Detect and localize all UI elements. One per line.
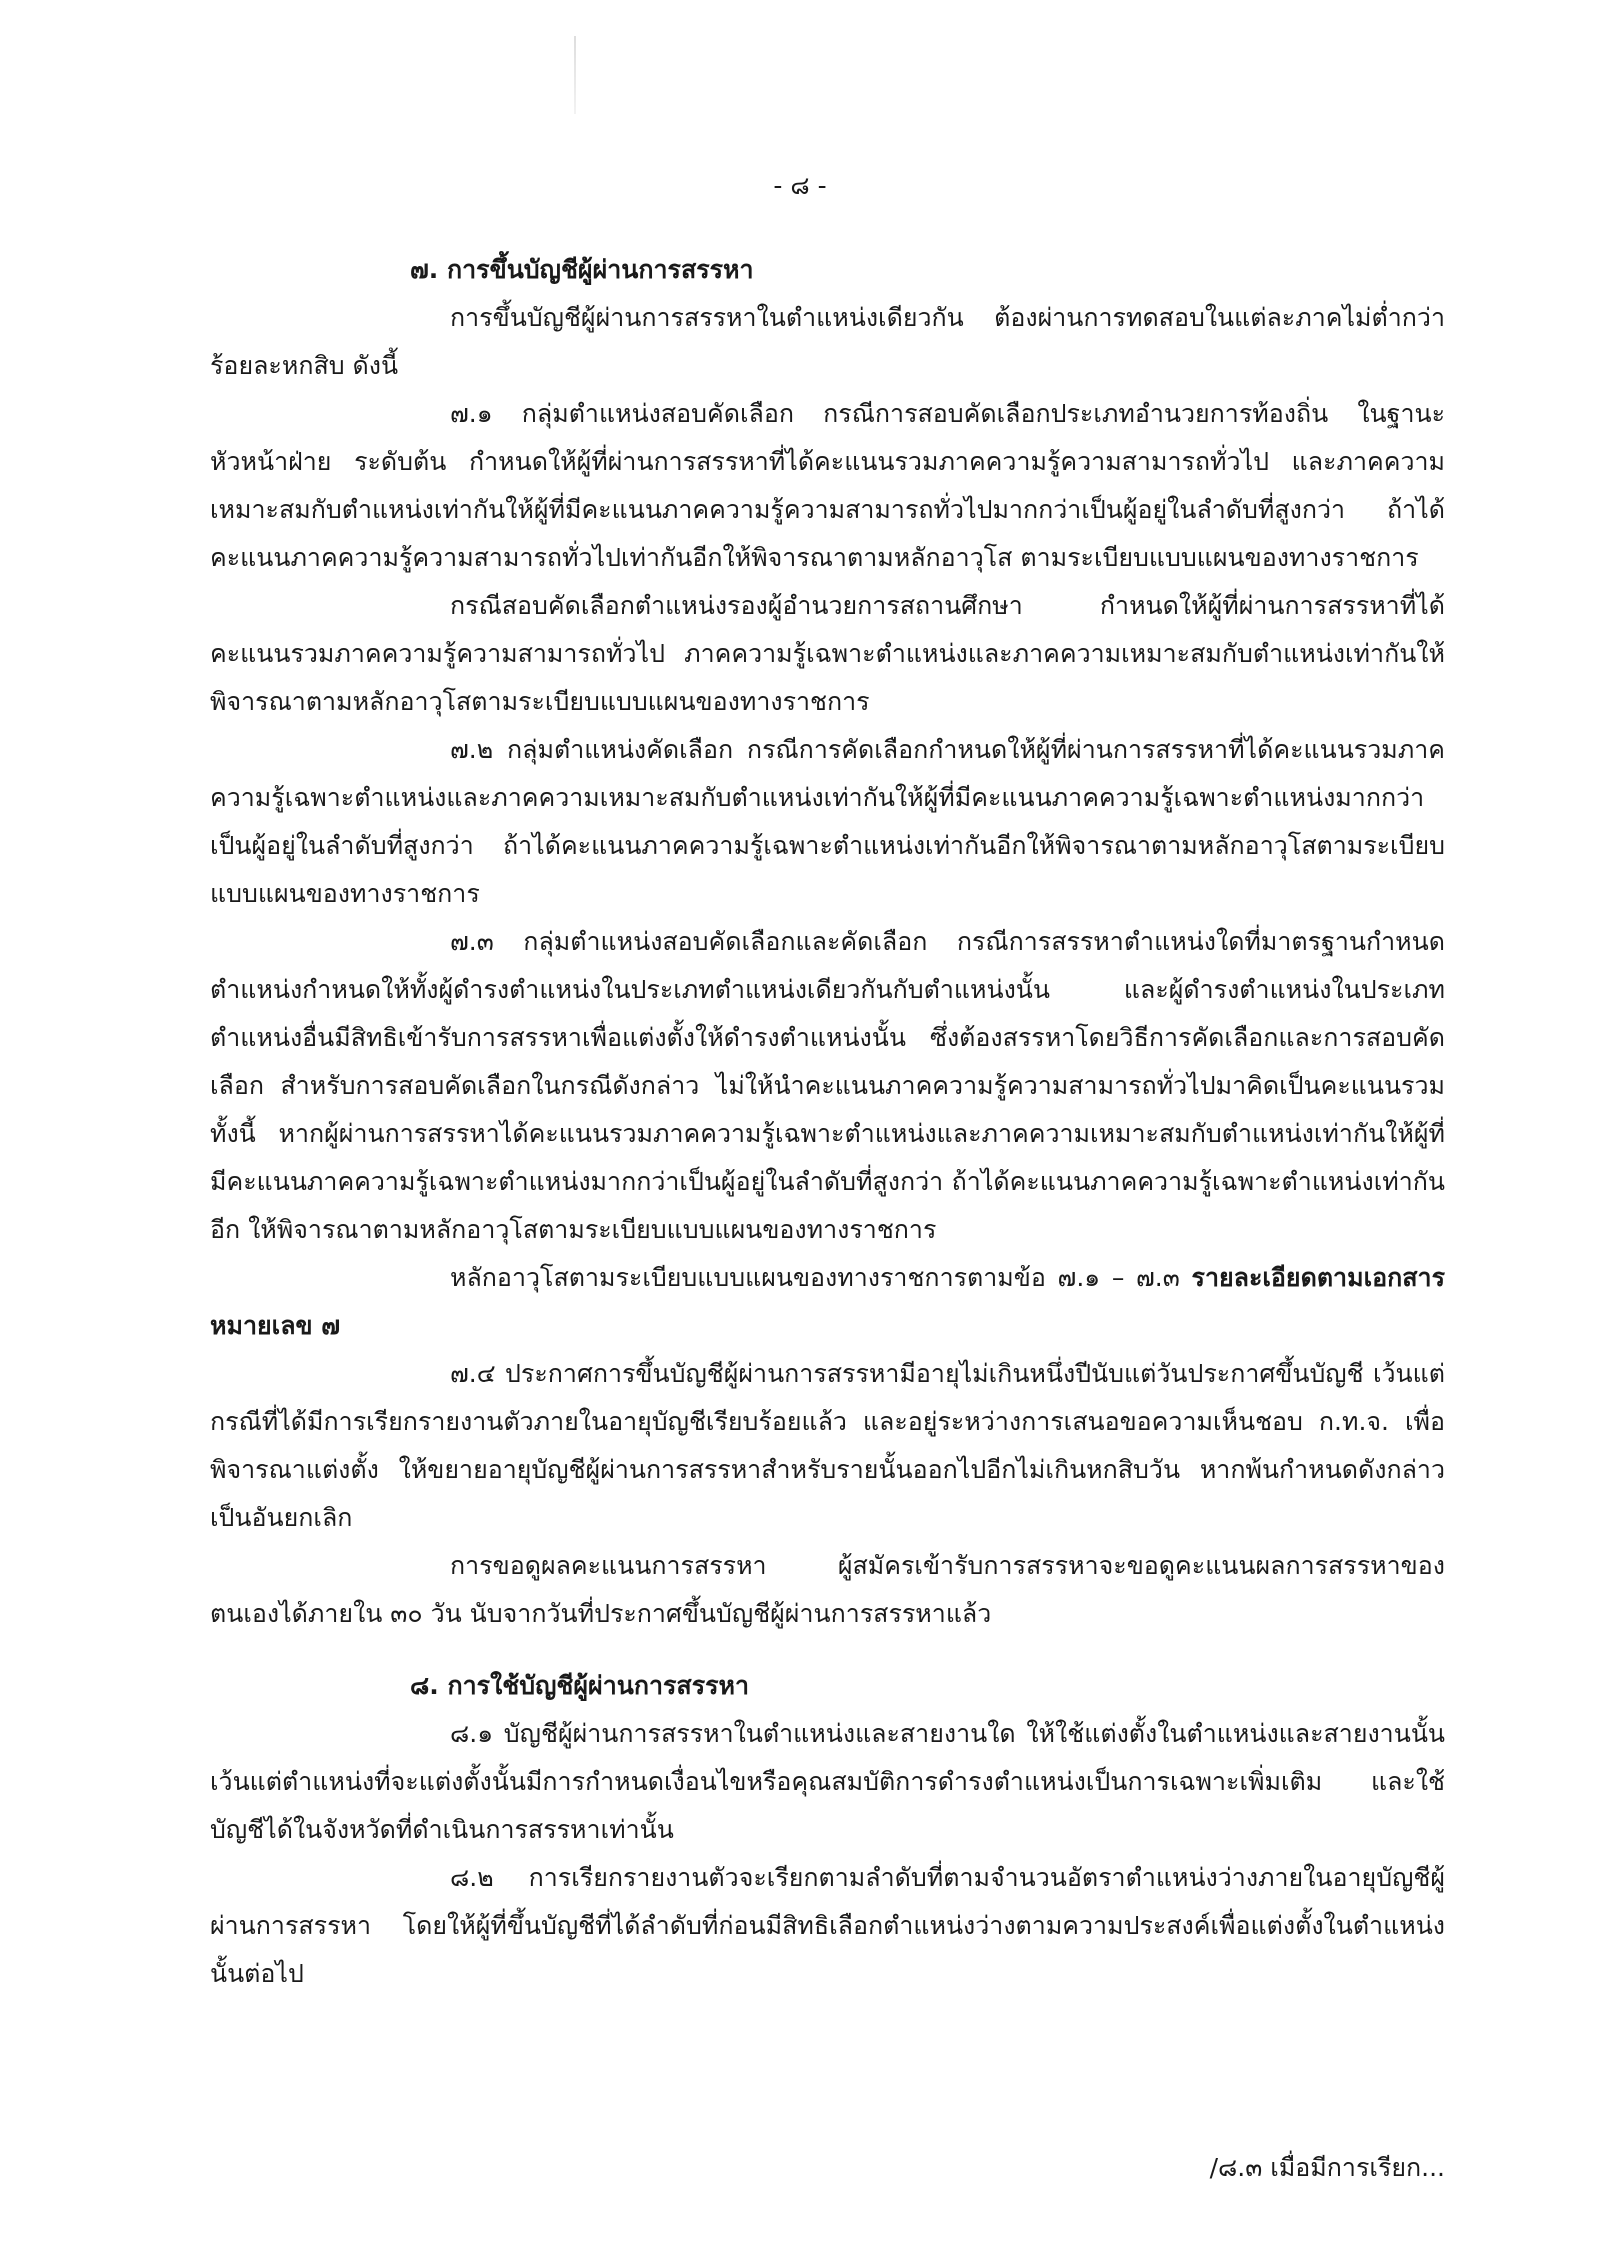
paragraph-8-2: ๘.๒ การเรียกรายงานตัวจะเรียกตามลำดับที่ตามจำนวนอัตราตำแหน่งว่างภายในอายุบัญชีผู้ผ่านการสรรหา โดยให้ผู้ที่ขึ้นบัญชีที่ได้ลำดับที่ก่อนมีสิทธิเลือกตำแหน่งว่างตามความประสงค์เพื่อแต่งตั้งในตำแหน่งนั้นต่อไป	[210, 1863, 1445, 1988]
section-7-intro: การขึ้นบัญชีผู้ผ่านการสรรหาในตำแหน่งเดียวกัน ต้องผ่านการทดสอบในแต่ละภาคไม่ต่ำกว่าร้อยละหกสิบ ดังนี้	[210, 303, 1445, 380]
section-8-heading: ๘. การใช้บัญชีผู้ผ่านการสรรหา	[410, 1671, 750, 1700]
page-number: - ๘ -	[773, 171, 827, 200]
seniority-text: หลักอาวุโสตามระเบียบแบบแผนของทางราชการตามข้อ ๗.๑ – ๗.๓	[450, 1263, 1192, 1292]
paragraph-7-2: ๗.๒ กลุ่มตำแหน่งคัดเลือก กรณีการคัดเลือกกำหนดให้ผู้ที่ผ่านการสรรหาที่ได้คะแนนรวมภาคความรู้เฉพาะตำแหน่งและภาคความเหมาะสมกับตำแหน่งเท่ากันให้ผู้ที่มีคะแนนภาคความรู้เฉพาะตำแหน่งมากกว่าเป็นผู้อยู่ในลำดับที่สูงกว่า ถ้าได้คะแนนภาคความรู้เฉพาะตำแหน่งเท่ากันอีกให้พิจารณาตามหลักอาวุโสตามระเบียบแบบแผนของทางราชการ	[210, 735, 1445, 908]
document-body	[210, 246, 1445, 1998]
paragraph-7-1: ๗.๑ กลุ่มตำแหน่งสอบคัดเลือก กรณีการสอบคัดเลือกประเภทอำนวยการท้องถิ่น ในฐานะหัวหน้าฝ่าย ระดับต้น กำหนดให้ผู้ที่ผ่านการสรรหาที่ได้คะแนนรวมภาคความรู้ความสามารถทั่วไป และภาคความเหมาะสมกับตำแหน่งเท่ากันให้ผู้ที่มีคะแนนภาคความรู้ความสามารถทั่วไปมากกว่าเป็นผู้อยู่ในลำดับที่สูงกว่า ถ้าได้คะแนนภาคความรู้ความสามารถทั่วไปเท่ากันอีกให้พิจารณาตามหลักอาวุโส ตามระเบียบแบบแผนของทางราชการ	[210, 399, 1445, 572]
paragraph-seniority	[210, 1254, 1445, 1350]
paragraph-7-3: ๗.๓ กลุ่มตำแหน่งสอบคัดเลือกและคัดเลือก กรณีการสรรหาตำแหน่งใดที่มาตรฐานกำหนดตำแหน่งกำหนดให้ทั้งผู้ดำรงตำแหน่งในประเภทตำแหน่งเดียวกันกับตำแหน่งนั้น และผู้ดำรงตำแหน่งในประเภทตำแหน่งอื่นมีสิทธิเข้ารับการสรรหาเพื่อแต่งตั้งให้ดำรงตำแหน่งนั้น ซึ่งต้องสรรหาโดยวิธีการคัดเลือกและการสอบคัดเลือก สำหรับการสอบคัดเลือกในกรณีดังกล่าว ไม่ให้นำคะแนนภาคความรู้ความสามารถทั่วไปมาคิดเป็นคะแนนรวม ทั้งนี้ หากผู้ผ่านการสรรหาได้คะแนนรวมภาคความรู้เฉพาะตำแหน่งและภาคความเหมาะสมกับตำแหน่งเท่ากันให้ผู้ที่มีคะแนนภาคความรู้เฉพาะตำแหน่งมากกว่าเป็นผู้อยู่ในลำดับที่สูงกว่า ถ้าได้คะแนนภาคความรู้เฉพาะตำแหน่งเท่ากันอีก ให้พิจารณาตามหลักอาวุโสตามระเบียบแบบแผนของทางราชการ	[210, 927, 1445, 1244]
scan-artifact	[574, 36, 576, 114]
continuation-note: /๘.๓ เมื่อมีการเรียก...	[1209, 2153, 1445, 2182]
paragraph-8-1: ๘.๑ บัญชีผู้ผ่านการสรรหาในตำแหน่งและสายงานใด ให้ใช้แต่งตั้งในตำแหน่งและสายงานนั้น เว้นแต่ตำแหน่งที่จะแต่งตั้งนั้นมีการกำหนดเงื่อนไขหรือคุณสมบัติการดำรงตำแหน่งเป็นการเฉพาะเพิ่มเติม และใช้บัญชีได้ในจังหวัดที่ดำเนินการสรรหาเท่านั้น	[210, 1719, 1445, 1844]
paragraph-7-4: ๗.๔ ประกาศการขึ้นบัญชีผู้ผ่านการสรรหามีอายุไม่เกินหนึ่งปีนับแต่วันประกาศขึ้นบัญชี เว้นแต่กรณีที่ได้มีการเรียกรายงานตัวภายในอายุบัญชีเรียบร้อยแล้ว และอยู่ระหว่างการเสนอขอความเห็นชอบ ก.ท.จ. เพื่อพิจารณาแต่งตั้ง ให้ขยายอายุบัญชีผู้ผ่านการสรรหาสำหรับรายนั้นออกไปอีกไม่เกินหกสิบวัน หากพ้นกำหนดดังกล่าวเป็นอันยกเลิก	[210, 1359, 1445, 1532]
paragraph-score-request: การขอดูผลคะแนนการสรรหา ผู้สมัครเข้ารับการสรรหาจะขอดูคะแนนผลการสรรหาของตนเองได้ภายใน ๓๐ วัน นับจากวันที่ประกาศขึ้นบัญชีผู้ผ่านการสรรหาแล้ว	[210, 1551, 1445, 1628]
section-7-heading: ๗. การขึ้นบัญชีผู้ผ่านการสรรหา	[410, 255, 754, 284]
seniority-reference: รายละเอียดตามเอกสารหมายเลข ๗	[210, 1263, 1445, 1340]
paragraph-7-1-deputy-director: กรณีสอบคัดเลือกตำแหน่งรองผู้อำนวยการสถานศึกษา กำหนดให้ผู้ที่ผ่านการสรรหาที่ได้คะแนนรวมภาคความรู้ความสามารถทั่วไป ภาคความรู้เฉพาะตำแหน่งและภาคความเหมาะสมกับตำแหน่งเท่ากันให้พิจารณาตามหลักอาวุโสตามระเบียบแบบแผนของทางราชการ	[210, 591, 1445, 716]
